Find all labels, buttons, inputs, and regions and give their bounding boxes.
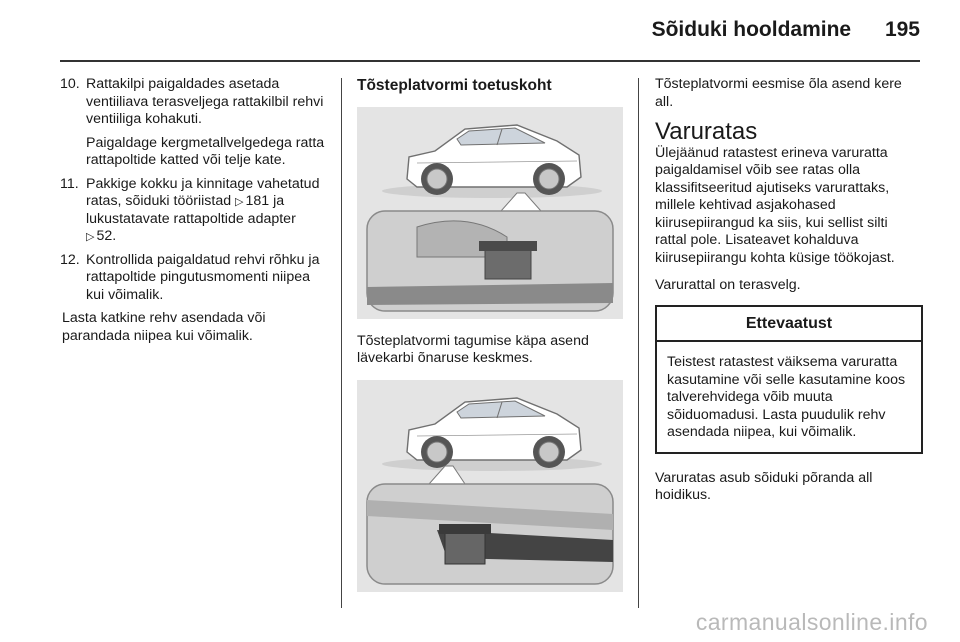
list-number: 10. [60,76,80,92]
list-number: 12. [60,251,80,268]
page-title: Sõiduki hooldamine [651,18,852,41]
list-item [60,252,328,305]
column-divider-1 [341,78,342,608]
list-text: Kontrollida paigaldatud rehvi rõhku ja rattapoltide pingutusmomenti niipea kui võimalik. [86,251,320,303]
column-divider-2 [638,78,639,608]
page-number: 195 [884,18,920,41]
column-3 [655,76,923,515]
figure-caption: Tõsteplatvormi tagumise käpa asend lävekarbi õnaruse keskmes. [357,332,589,366]
lift-point-rear-illustration [357,107,623,319]
caution-text: Teistest ratastest väiksema varuratta kasutamine või selle kasutamine koos talverehvidega võib muuta sõiduomadusi. Lasta puudulik rehv asendada niipea, kui võimalik. [667,354,906,440]
list-text-part: . [112,228,117,244]
intro-paragraph: Tõsteplatvormi eesmise õla asend kere all. [655,76,902,110]
xref-arrow-icon: ▷ [86,230,95,243]
column-1 [60,76,328,345]
header-rule [60,60,920,62]
list-text-part: Pakkige kokku ja kinnitage vahetatud ratas, sõiduki tööriistad [86,175,320,209]
xref-arrow-icon: ▷ [235,195,244,208]
column-2 [357,76,623,606]
list-item [60,176,328,246]
page-reference-link[interactable]: 181 [245,193,270,209]
page-header [652,18,920,42]
section-heading-varuratas: Varuratas [655,118,758,145]
paragraph: Varurattal on terasvelg. [655,277,801,293]
list-item [60,76,328,170]
list-text: Paigaldage kergmetallvelgedega ratta rattapoltide katted või telje kate. [86,134,325,168]
page-reference-link[interactable]: 52 [96,228,113,244]
paragraph: Varuratas asub sõiduki põranda all hoidikus. [655,469,873,503]
list-number: 11. [60,175,79,192]
caution-title: Ettevaatust [657,307,921,343]
section-heading: Tõsteplatvormi toetuskoht [357,77,552,94]
caution-box [655,305,923,454]
list-text: Rattakilpi paigaldades asetada ventiiliava terasveljega rattakilbil rehvi ventiiliga kohakuti. [86,76,324,127]
paragraph: Ülejäänud ratastest erineva varuratta paigaldamisel võib see ratas olla klassifitseeritud ajutiseks varurattaks, millele kehtivad asjakohased kiirusepiirangud ka siis, kui sellist silti rattal pole. Lisateavet kohalduva kiirusepiirangu kohta küsige töökojast. [655,144,895,266]
lift-point-front-illustration [357,380,623,592]
closing-paragraph: Lasta katkine rehv asendada või parandada niipea kui võimalik. [62,310,266,344]
list-text [86,176,328,246]
list-text-part: ja lukustatavate rattapoltide adapter [86,193,296,227]
watermark: carmanualsonline.info [695,609,928,635]
